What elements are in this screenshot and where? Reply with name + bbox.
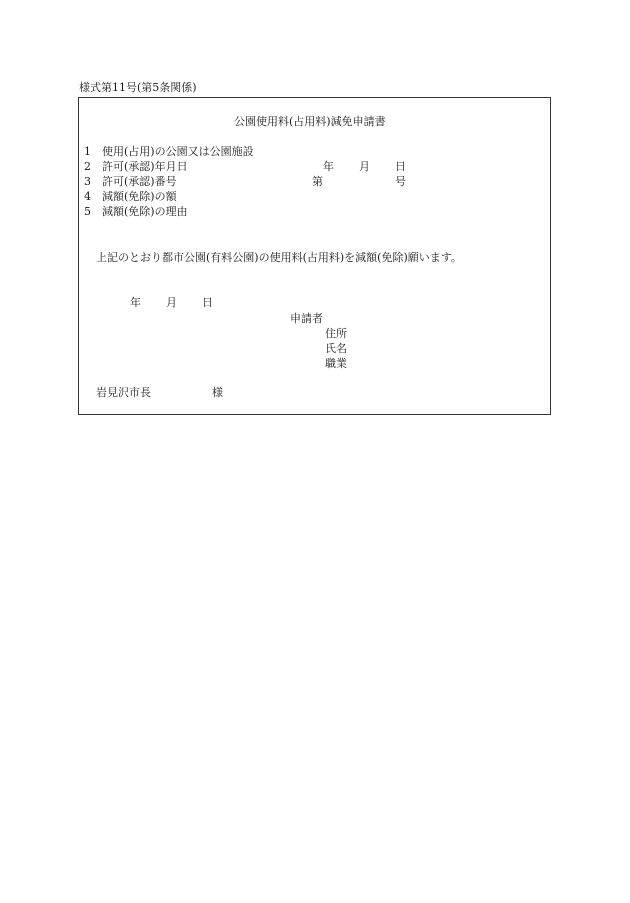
applicant-occupation-label: 職業 <box>325 357 347 370</box>
item-5 <box>84 206 188 217</box>
permit-date-day: 日 <box>395 160 406 173</box>
applicant-name-label: 氏名 <box>325 342 347 355</box>
application-date-day: 日 <box>202 296 213 309</box>
item-1 <box>84 146 254 157</box>
item-number: 4 <box>84 190 91 203</box>
application-date-month: 月 <box>166 296 177 309</box>
item-2 <box>84 161 188 172</box>
item-number: 2 <box>84 160 91 173</box>
permit-number-suffix: 号 <box>395 175 406 188</box>
item-label: 使用(占用)の公園又は公園施設 <box>102 145 254 158</box>
item-label: 許可(承認)年月日 <box>102 160 188 173</box>
item-number: 3 <box>84 175 91 188</box>
item-label: 減額(免除)の理由 <box>102 205 188 218</box>
permit-date-month: 月 <box>359 160 370 173</box>
item-3 <box>84 176 177 187</box>
item-label: 減額(免除)の額 <box>102 190 177 203</box>
item-number: 5 <box>84 205 91 218</box>
addressee-honorific: 様 <box>212 386 223 399</box>
application-date-year: 年 <box>130 296 141 309</box>
request-statement: 上記のとおり都市公園(有料公園)の使用料(占用料)を減額(免除)願います。 <box>96 251 462 264</box>
document-title: 公園使用料(占用料)減免申請書 <box>234 115 386 128</box>
item-4 <box>84 191 177 202</box>
applicant-address-label: 住所 <box>325 327 347 340</box>
permit-date-year: 年 <box>323 160 334 173</box>
item-number: 1 <box>84 145 91 158</box>
permit-number-prefix: 第 <box>312 175 323 188</box>
form-number: 様式第11号(第5条関係) <box>79 81 197 94</box>
item-label: 許可(承認)番号 <box>102 175 177 188</box>
addressee-name: 岩見沢市長 <box>96 386 151 399</box>
applicant-label: 申請者 <box>290 312 323 325</box>
